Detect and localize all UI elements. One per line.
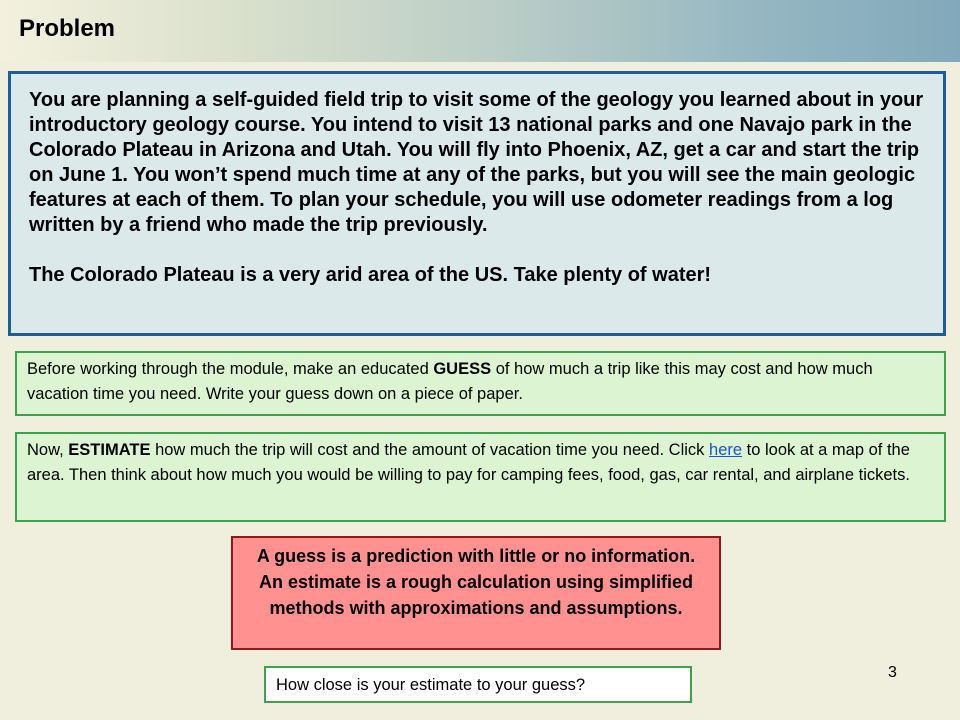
slide-title: Problem xyxy=(19,15,116,42)
estimate-text-after: to look at a map of the area. Then think about how much you would be willing to pay for camping fees, food, gas, car rental, and airplane tickets. xyxy=(27,441,910,484)
guess-instruction-text xyxy=(27,357,934,407)
estimate-keyword: ESTIMATE xyxy=(68,441,151,459)
title-bar xyxy=(0,0,960,62)
problem-paragraph-2: The Colorado Plateau is a very arid area of the US. Take plenty of water! xyxy=(29,264,712,286)
estimate-text-before: Now, xyxy=(27,441,69,459)
estimate-instruction-text xyxy=(27,438,934,488)
guess-instruction-box xyxy=(15,351,946,416)
estimate-instruction-box xyxy=(15,432,946,522)
page-number: 3 xyxy=(888,664,897,681)
question-box: How close is your estimate to your guess? xyxy=(264,666,692,703)
guess-text-before: Before working through the module, make an educated xyxy=(27,360,434,378)
map-link[interactable]: here xyxy=(709,441,743,459)
problem-paragraph-1: You are planning a self-guided field trip to visit some of the geology you learned about in your introductory geology course. You intend to visit 13 national parks and one Navajo park in the Colorado Plateau in Arizona and Utah. You will fly into Phoenix, AZ, get a car and start the trip on June 1. You won’t spend much time at any of the parks, but you will see the main geologic features at each of them. To plan your schedule, you will use odometer readings from a log written by a friend who made the trip previously. xyxy=(29,89,924,236)
definition-box: A guess is a prediction with little or no information. An estimate is a rough calculation using simplified methods with approximations and assumptions. xyxy=(231,536,721,650)
guess-text-after: of how much a trip like this may cost and how much vacation time you need. Write your guess down on a piece of paper. xyxy=(27,360,873,403)
guess-keyword: GUESS xyxy=(433,360,492,378)
estimate-text-middle: how much the trip will cost and the amount of vacation time you need. Click xyxy=(150,441,710,459)
problem-statement-box xyxy=(8,71,946,336)
